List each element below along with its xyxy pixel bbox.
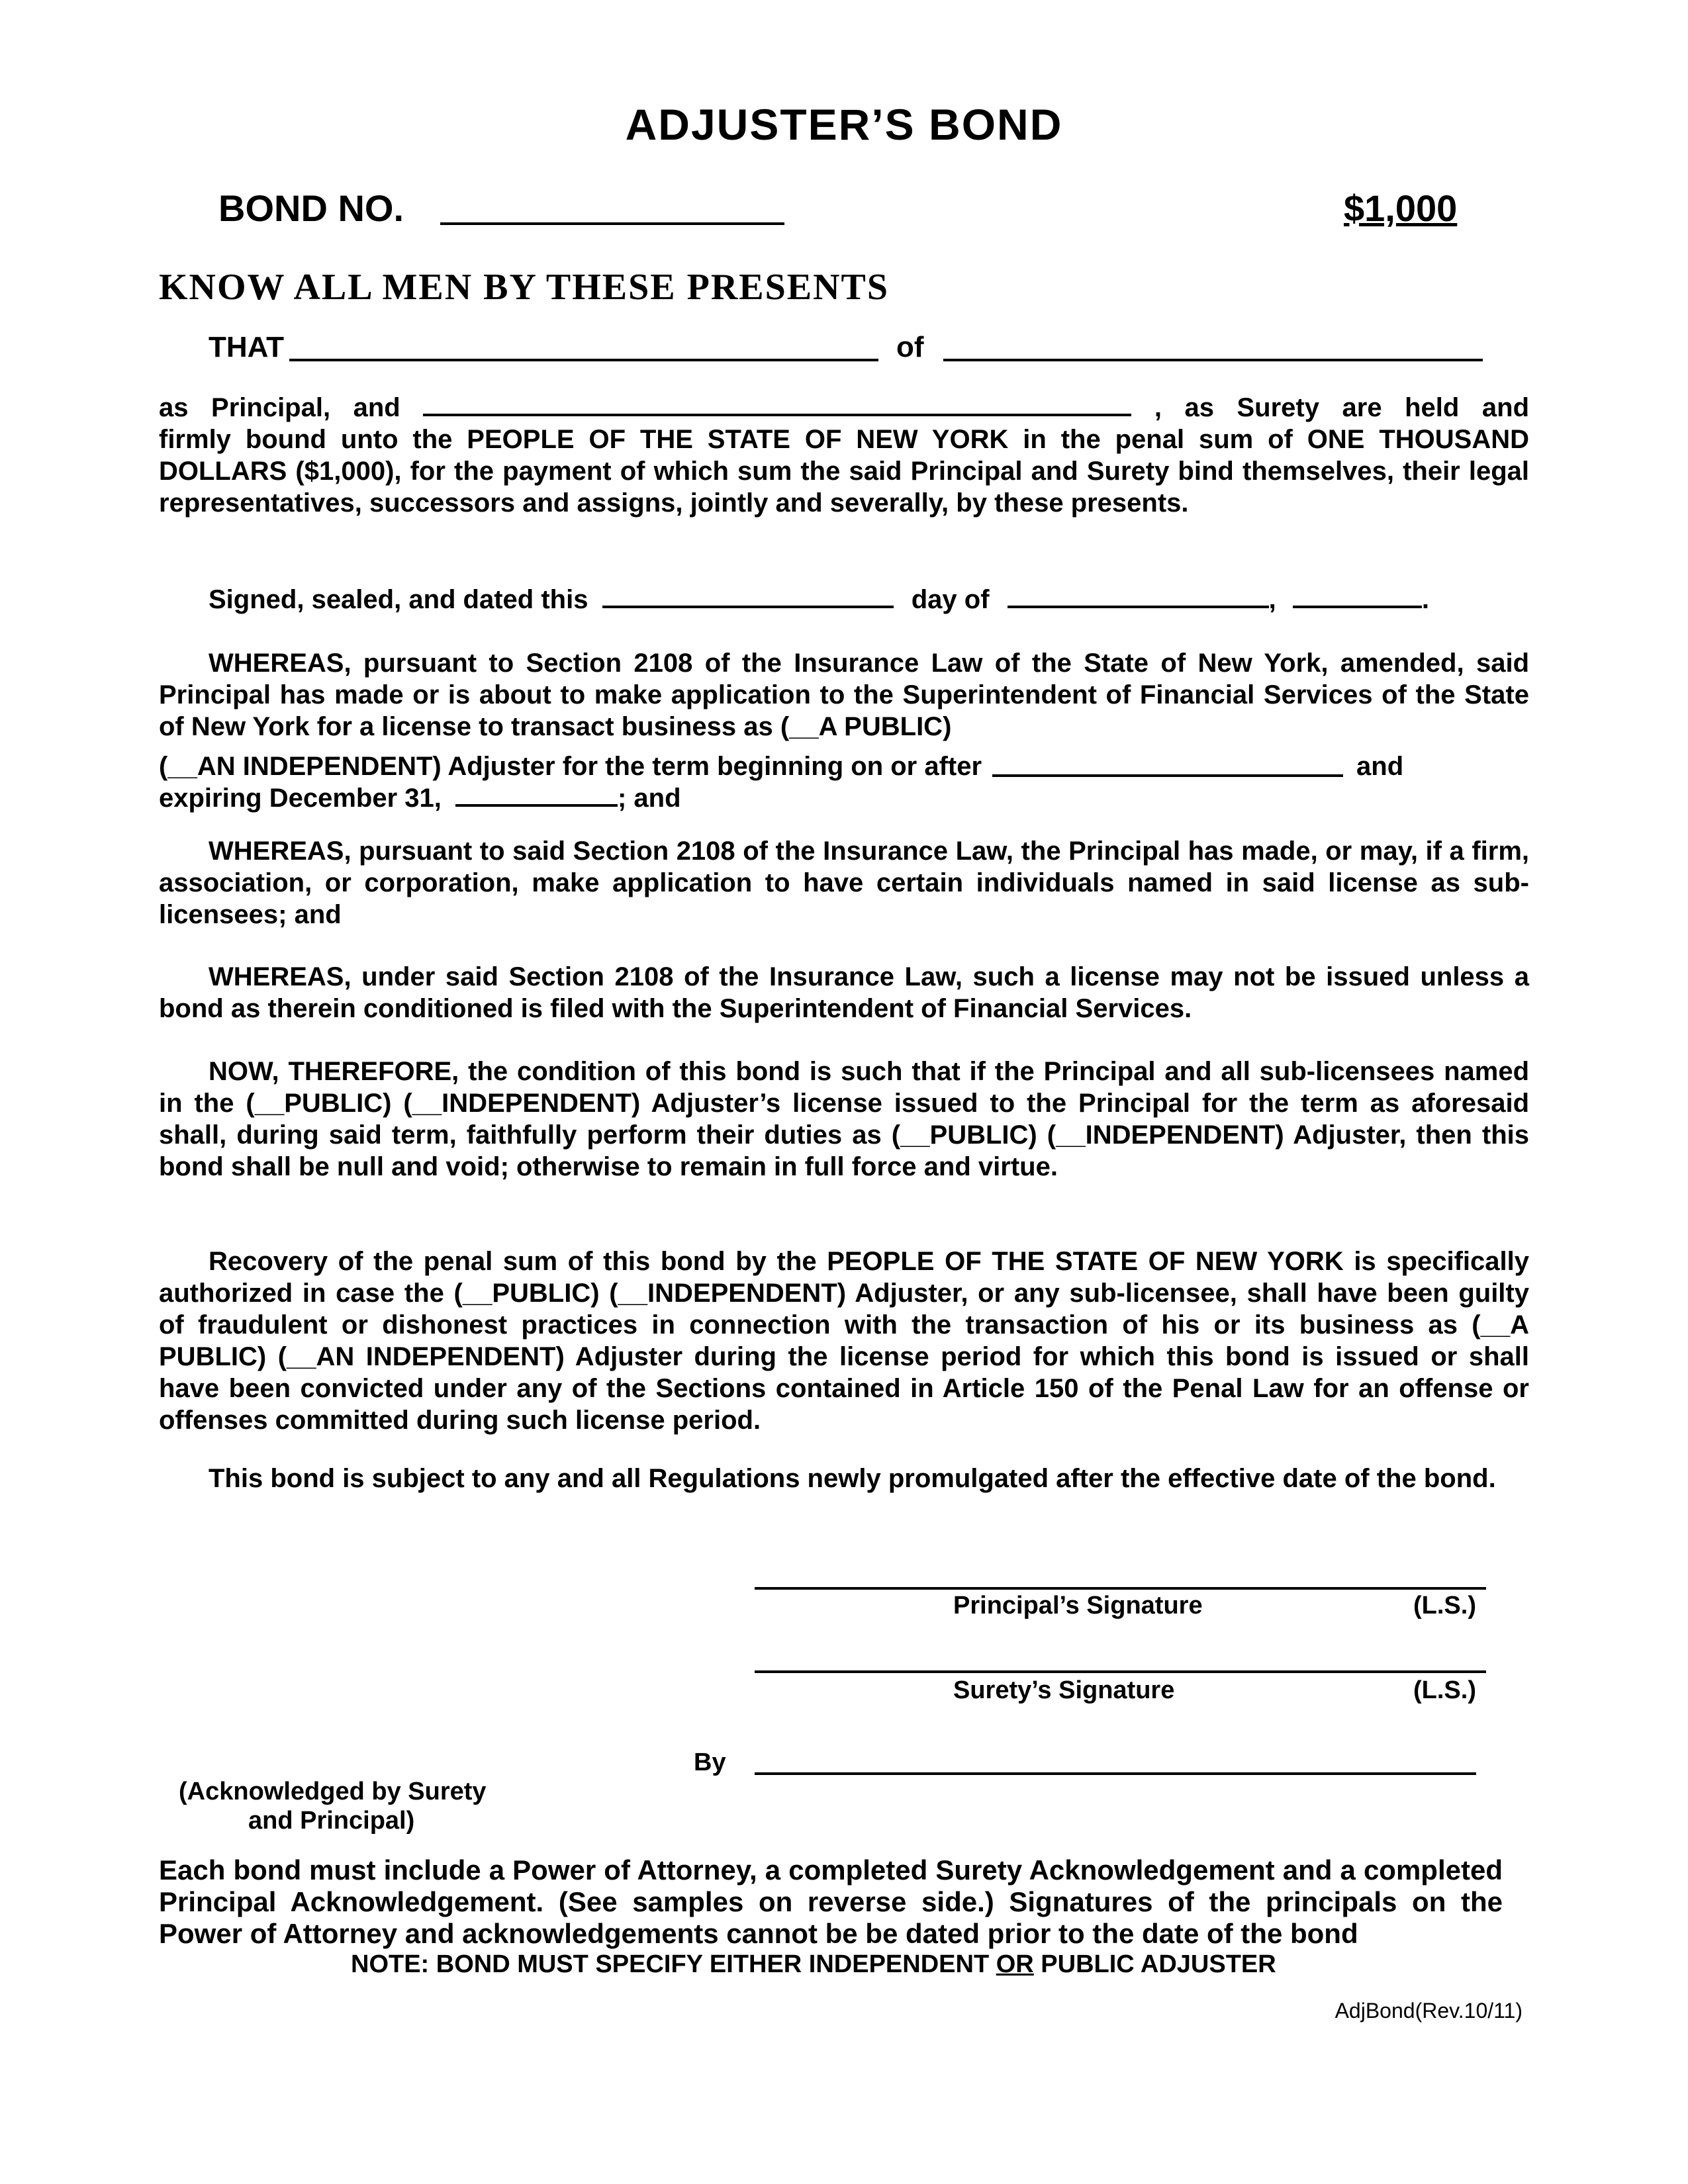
by-label: By: [694, 1749, 726, 1776]
now-therefore-paragraph: NOW, THEREFORE, the condition of this bond is such that if the Principal and all sub-licensees named in the (__PUBLIC) (__INDEPENDENT) Adjuster’s license issued to the Principal for the term as aforesaid shall, during said term, faithfully perform their duties as (__PUBLIC) (__INDEPENDENT) Adjuster, then this bond shall be null and void; otherwise to remain in full force and virtue.: [159, 1057, 1529, 1181]
acknowledged-note: [179, 1777, 487, 1835]
footer-text: Each bond must include a Power of Attorney, a completed Surety Acknowledgement and a completed Principal Acknowledgement. (See samples on reverse side.) Signatures of the principals on the Power of Attorney and acknowledgements cannot be be dated prior to the date of the bond: [159, 1854, 1503, 1949]
surety-text: , as Surety are held and: [1154, 393, 1529, 422]
signed-dated-line: [159, 584, 1529, 615]
surety-signature-label: Surety’s Signature: [953, 1676, 1175, 1704]
principal-ls-label: (L.S.): [1413, 1592, 1476, 1619]
regulations-paragraph: This bond is subject to any and all Regulations newly promulgated after the effective date of the bond.: [209, 1464, 1496, 1493]
bond-amount: $1,000: [1344, 187, 1458, 229]
whereas-1-expiry-line: [159, 782, 1529, 814]
principal-signature-label: Principal’s Signature: [953, 1592, 1203, 1619]
document-title: ADJUSTER’S BOND: [625, 100, 1063, 149]
surety-name-field[interactable]: [423, 414, 1131, 416]
surety-ls-label: (L.S.): [1413, 1676, 1476, 1704]
signed-text: Signed, sealed, and dated this: [209, 585, 588, 614]
term-begin-date-field[interactable]: [992, 774, 1343, 777]
principal-signature-field[interactable]: [755, 1587, 1486, 1590]
comma-text: ,: [1268, 585, 1276, 614]
expiring-text: expiring December 31,: [159, 784, 442, 813]
acknowledged-line-2: and Principal): [248, 1807, 415, 1835]
footer-note: [159, 1950, 1503, 1979]
note-or-text: OR: [996, 1950, 1034, 1978]
month-field[interactable]: [1008, 606, 1269, 608]
principal-rest-text: firmly bound unto the PEOPLE OF THE STATE OF NEW YORK in the penal sum of ONE THOUSAND DOLLARS ($1,000), for the payment of which sum the said Principal and Surety bind themselves, their legal representatives, successors and assigns, jointly and severally, by these presents.: [159, 425, 1529, 518]
year-field[interactable]: [1293, 606, 1422, 608]
whereas-1-text: WHEREAS, pursuant to Section 2108 of the Insurance Law of the State of New York, amended, said Principal has made or is about to make application to the Superintendent of Financial Services of the State of New York for a license to transact business as (__A PUBLIC): [159, 649, 1529, 741]
period-text: .: [1421, 585, 1430, 614]
recovery-paragraph: Recovery of the penal sum of this bond by the PEOPLE OF THE STATE OF NEW YORK is specifically authorized in case the (__PUBLIC) (__INDEPENDENT) Adjuster, or any sub-licensee, shall have been guilty of fraudulent or dishonest practices in connection with the transaction of his or its business as (__A PUBLIC) (__AN INDEPENDENT) Adjuster during the license period for which this bond is issued or shall have been convicted under any of the Sections contained in Article 150 of the Penal Law for an offense or offenses committed during such license period.: [159, 1247, 1529, 1435]
whereas-1-term-line: [159, 751, 1529, 782]
principal-name-field[interactable]: [289, 359, 878, 361]
whereas-3-paragraph: WHEREAS, under said Section 2108 of the Insurance Law, such a license may not be issued unless a bond as therein conditioned is filed with the Superintendent of Financial Services.: [159, 962, 1529, 1023]
that-label: THAT: [209, 331, 285, 363]
and-text: and: [1356, 752, 1404, 781]
semicolon-and-text: ; and: [617, 784, 681, 813]
surety-signature-field[interactable]: [755, 1670, 1486, 1673]
term-start-text: (__AN INDEPENDENT) Adjuster for the term beginning on or after: [159, 752, 982, 781]
principal-address-field[interactable]: [943, 359, 1483, 361]
expiry-year-field[interactable]: [455, 804, 618, 807]
whereas-2-paragraph: WHEREAS, pursuant to said Section 2108 of the Insurance Law, the Principal has made, or may, if a firm, association, or corporation, make application to have certain individuals named in said license as sub-licensees; and: [159, 837, 1529, 929]
of-label: of: [896, 331, 924, 363]
know-all-men-heading: KNOW ALL MEN BY THESE PRESENTS: [159, 267, 890, 308]
revision-label: AdjBond(Rev.10/11): [1335, 1999, 1523, 2023]
acknowledged-line-1: (Acknowledged by Surety: [179, 1778, 487, 1805]
principal-first-line: [159, 392, 1529, 424]
bond-no-field[interactable]: [440, 222, 784, 225]
bond-no-label: BOND NO.: [218, 187, 404, 229]
principal-paragraph: [159, 392, 1529, 519]
day-field[interactable]: [602, 606, 894, 608]
by-signature-field[interactable]: [755, 1772, 1476, 1775]
note-start-text: NOTE: BOND MUST SPECIFY EITHER INDEPENDENT: [351, 1950, 990, 1978]
whereas-1-paragraph: [159, 647, 1529, 814]
principal-start-text: as Principal, and: [159, 393, 400, 422]
note-end-text: PUBLIC ADJUSTER: [1041, 1950, 1276, 1978]
footer-instructions: [159, 1854, 1503, 1979]
day-of-text: day of: [911, 585, 990, 614]
